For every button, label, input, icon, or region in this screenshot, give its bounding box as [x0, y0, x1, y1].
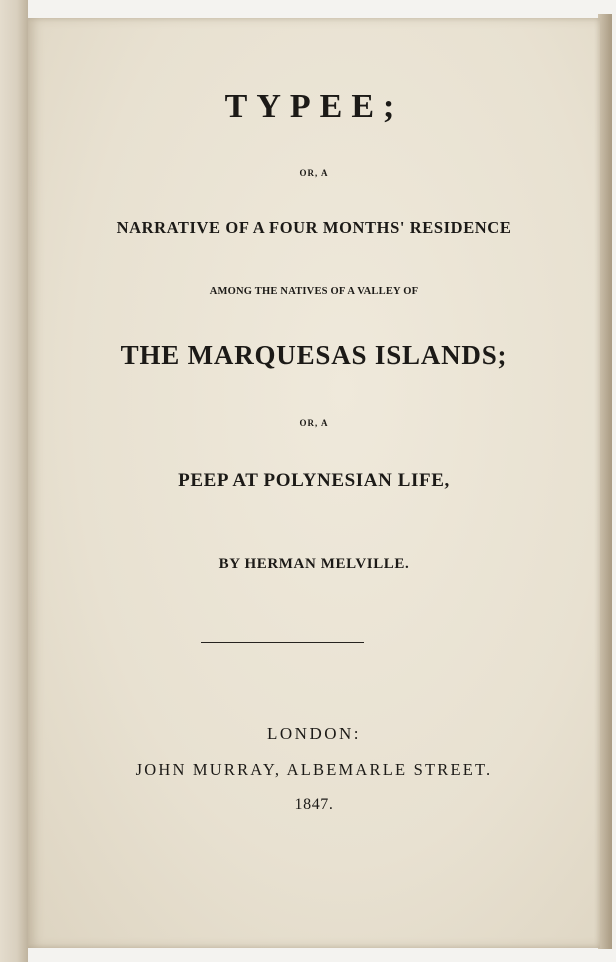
book-edge	[598, 14, 612, 949]
title-page	[28, 18, 600, 948]
subtitle-marquesas: THE MARQUESAS ISLANDS;	[120, 340, 508, 370]
divider-rule	[201, 642, 364, 643]
subtitle-connector-1: OR, A	[299, 168, 329, 178]
subtitle-peep: PEEP AT POLYNESIAN LIFE,	[178, 470, 450, 491]
imprint-year: 1847.	[294, 796, 334, 813]
previous-page-edge	[0, 0, 28, 962]
subtitle-narrative: NARRATIVE OF A FOUR MONTHS' RESIDENCE	[116, 218, 512, 237]
imprint-city: LONDON:	[267, 724, 361, 743]
author-line: BY HERMAN MELVILLE.	[218, 556, 410, 572]
subtitle-connector-2: OR, A	[299, 418, 329, 428]
book-title: TYPEE;	[224, 88, 404, 125]
subtitle-among: AMONG THE NATIVES OF A VALLEY OF	[209, 286, 419, 297]
imprint-publisher: JOHN MURRAY, ALBEMARLE STREET.	[135, 760, 493, 779]
